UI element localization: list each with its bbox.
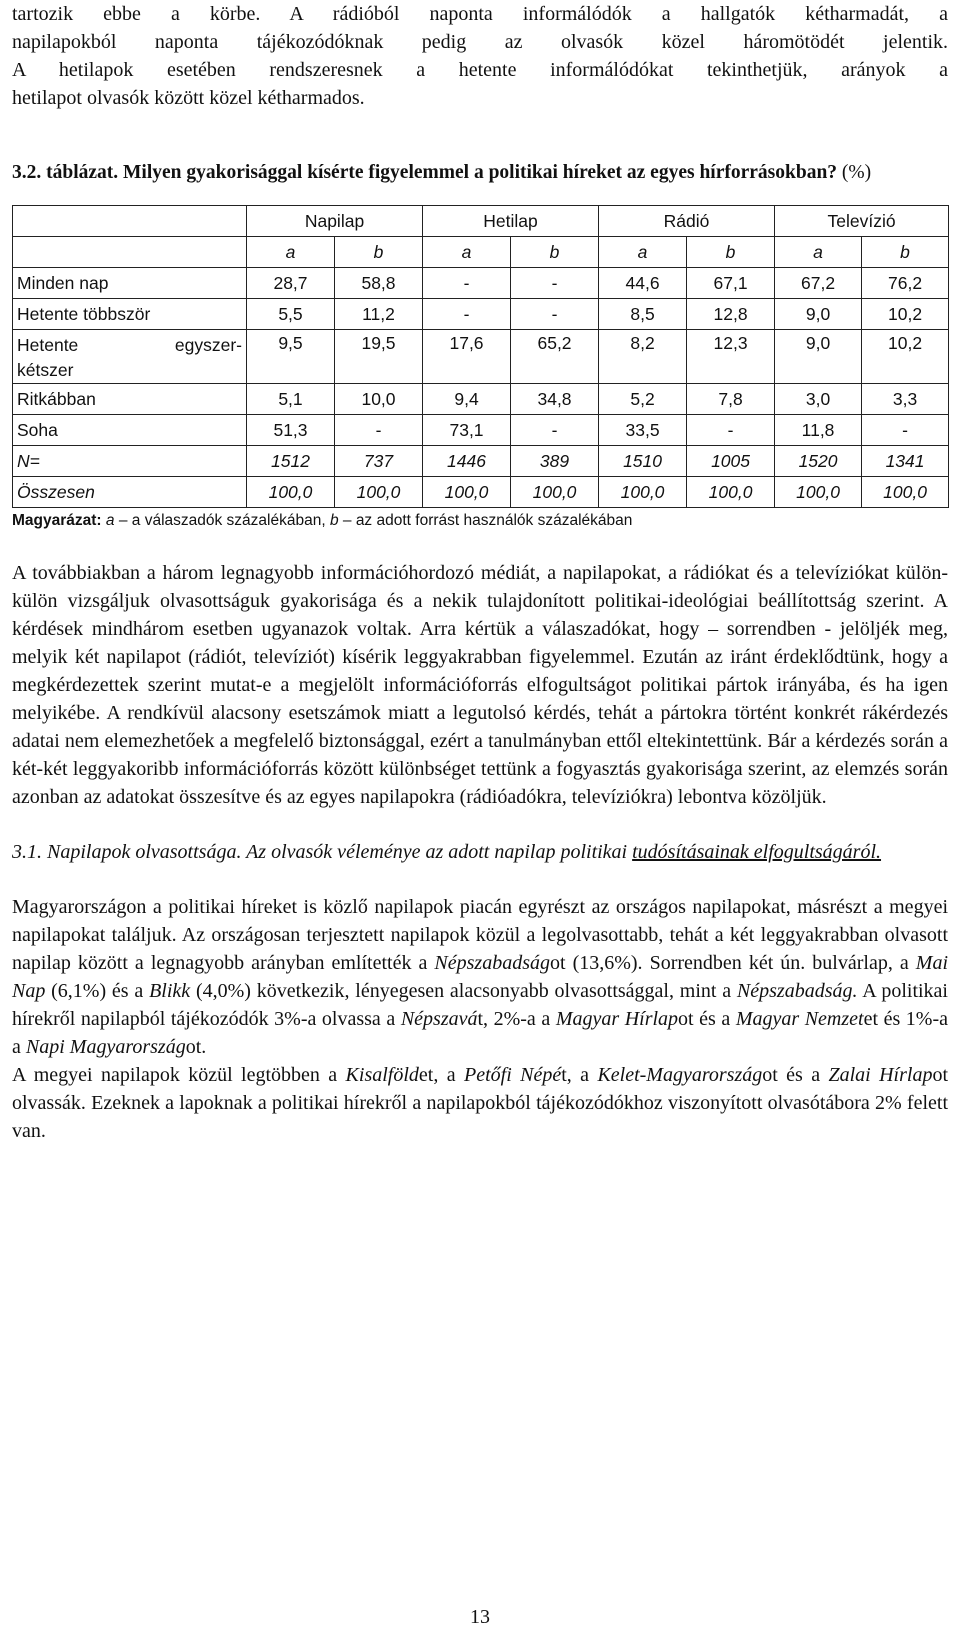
table-cell: 19,5 (335, 330, 423, 384)
table-cell: 67,2 (775, 268, 862, 299)
table-cell: 100,0 (862, 477, 949, 508)
newspaper-title: Magyar Hírlap (555, 1008, 679, 1030)
newspaper-title: Petőfi Népé (463, 1064, 562, 1086)
section-title-1: Napilapok olvasottsága. (47, 841, 242, 863)
body-paragraph (12, 1061, 948, 1145)
table-cell: 8,5 (599, 299, 687, 330)
text-run: ot és a (678, 1008, 736, 1030)
text-run: et, a (418, 1064, 464, 1086)
table-cell: 100,0 (599, 477, 687, 508)
note-a-text: a válaszadók százalékában, (131, 512, 330, 529)
table-row (13, 299, 949, 330)
newspaper-title: Mai Nap (12, 952, 948, 1002)
table-cell: 65,2 (511, 330, 599, 384)
section-title-3: tudósításainak elfogultságáról. (632, 841, 882, 863)
table-caption-unit: (%) (837, 162, 872, 183)
table-cell: 1446 (423, 446, 511, 477)
table-cell: - (511, 415, 599, 446)
table-cell: - (687, 415, 775, 446)
table-cell: 73,1 (423, 415, 511, 446)
header-empty (13, 206, 247, 237)
newspaper-title: Magyar Nemzet (735, 1008, 864, 1030)
header-empty (13, 237, 247, 268)
table-row (13, 330, 949, 384)
row-label: N= (13, 446, 247, 477)
table-cell: - (862, 415, 949, 446)
row-label (13, 330, 247, 384)
table-cell: 11,8 (775, 415, 862, 446)
table-cell: 28,7 (247, 268, 335, 299)
row-label: Minden nap (13, 268, 247, 299)
table-cell: 5,1 (247, 384, 335, 415)
intro-line: tartozik ebbe a körbe. A rádióból naponta informálódók a hallgatók kétharmadát, a (12, 3, 948, 25)
table-cell: 8,2 (599, 330, 687, 384)
table-cell: 389 (511, 446, 599, 477)
header-sub: b (687, 237, 775, 268)
note-label: Magyarázat: (12, 512, 102, 529)
table-cell: 76,2 (862, 268, 949, 299)
row-label: Összesen (13, 477, 247, 508)
table-cell: 9,4 (423, 384, 511, 415)
row-label: Ritkábban (13, 384, 247, 415)
table-cell: 58,8 (335, 268, 423, 299)
body-paragraph (12, 893, 948, 1061)
table-cell: 17,6 (423, 330, 511, 384)
table-cell: 100,0 (423, 477, 511, 508)
text-run: ot (13,6%). Sorrendben két ún. bulvárlap, a (549, 952, 916, 974)
intro-line: hetilapot olvasók között közel kétharmados. (12, 87, 365, 109)
text-run: ot olvassák. Ezeknek a lapoknak a politikai hírekről a napilapokból tájékozódókhoz viszonyított olvasótábora 2% felett van. (12, 1064, 949, 1142)
newspaper-title: Kelet-Magyarország (597, 1064, 763, 1086)
row-label-part: egyszer- (174, 335, 242, 355)
table-cell: 67,1 (687, 268, 775, 299)
table-cell: - (423, 268, 511, 299)
newspaper-title: Népszavá (400, 1008, 478, 1030)
header-sub: a (775, 237, 862, 268)
table-cell: 100,0 (687, 477, 775, 508)
text-run: A megyei napilapok közül legtöbben a (12, 1064, 346, 1086)
table-cell: 11,2 (335, 299, 423, 330)
frequency-table (12, 205, 949, 508)
text-run: ot és a (762, 1064, 829, 1086)
table-cell: - (423, 299, 511, 330)
table-cell: 1341 (862, 446, 949, 477)
header-sub: a (247, 237, 335, 268)
row-label-part: Hetente (17, 335, 79, 355)
note-b-text: az adott forrást használók százalékában (355, 512, 633, 529)
text-run: (4,0%) következik, lényegesen alacsonyabb olvasottsággal, mint a (190, 980, 737, 1002)
header-sub: b (335, 237, 423, 268)
header-sub: b (511, 237, 599, 268)
table-cell: 100,0 (775, 477, 862, 508)
intro-paragraph (12, 0, 948, 112)
table-cell: 51,3 (247, 415, 335, 446)
intro-line: napilapokból naponta tájékozódóknak pedig az olvasók közel háromötödét jelentik. (12, 31, 948, 53)
header-sub: b (862, 237, 949, 268)
table-cell: 10,0 (335, 384, 423, 415)
table-cell: - (511, 299, 599, 330)
table-cell: 100,0 (247, 477, 335, 508)
table-note: Magyarázat: a – a válaszadók százalékában, b – az adott forrást használók százalékában (12, 512, 633, 529)
document-page (12, 0, 948, 1145)
table-cell: 737 (335, 446, 423, 477)
table-cell: - (511, 268, 599, 299)
table-cell: 9,0 (775, 299, 862, 330)
table-cell: 1520 (775, 446, 862, 477)
table-cell: 1512 (247, 446, 335, 477)
text-run: t, 2%-a a (477, 1008, 556, 1030)
row-label: Soha (13, 415, 247, 446)
table-cell: 100,0 (335, 477, 423, 508)
table-row (13, 384, 949, 415)
table-cell: 1005 (687, 446, 775, 477)
header-sub: a (423, 237, 511, 268)
row-label-line1 (17, 333, 242, 358)
row-label-line2: kétszer (17, 360, 74, 380)
table-caption (12, 160, 948, 186)
row-label: Hetente többször (13, 299, 247, 330)
text-run: A politikai hírekről napilapból tájékozódók 3%-a olvassa a (12, 980, 948, 1030)
table-cell: 10,2 (862, 330, 949, 384)
table-cell: 33,5 (599, 415, 687, 446)
table-row (13, 268, 949, 299)
newspaper-title: Népszabadság. (736, 980, 858, 1002)
table-cell: 3,0 (775, 384, 862, 415)
note-b: b (329, 512, 339, 529)
note-a: a (105, 512, 115, 529)
table-cell: 12,8 (687, 299, 775, 330)
table-cell: 7,8 (687, 384, 775, 415)
table-cell: 44,6 (599, 268, 687, 299)
intro-line: A hetilapok esetében rendszeresnek a hetente informálódókat tekinthetjük, arányok a (12, 59, 948, 81)
table-row (13, 446, 949, 477)
text-run: et és 1%-a a (12, 1008, 949, 1058)
text-run: ot. (185, 1036, 207, 1058)
newspaper-title: Kisalföld (345, 1064, 419, 1086)
text-run: (6,1%) és a (45, 980, 150, 1002)
newspaper-title: Népszabadság (434, 952, 550, 974)
table-cell: 5,5 (247, 299, 335, 330)
page-number: 13 (470, 1606, 490, 1628)
text-run: Magyarországon a politikai híreket is közlő napilapok piacán egyrészt az országos napilapokat, másrészt a megyei napilapokat találjuk. Az országosan terjesztett napilapok közül a legolvasottabb, tehát a két leggyakrabban olvasott napilap között a legnagyobb arányban említették a (12, 896, 948, 974)
header-media: Napilap (247, 206, 423, 237)
header-media: Rádió (599, 206, 775, 237)
section-number: 3.1. (12, 841, 47, 863)
table-cell: 34,8 (511, 384, 599, 415)
table-cell: 100,0 (511, 477, 599, 508)
table-cell: 3,3 (862, 384, 949, 415)
table-header-media (13, 206, 949, 237)
table-cell: 5,2 (599, 384, 687, 415)
section-title-2: Az olvasók véleménye az adott napilap politikai (241, 841, 633, 863)
table-cell: 10,2 (862, 299, 949, 330)
newspaper-title: Zalai Hírlap (828, 1064, 933, 1086)
table-row (13, 477, 949, 508)
newspaper-title: Blikk (149, 980, 191, 1002)
header-media: Televízió (775, 206, 949, 237)
newspaper-title: Napi Magyarország (25, 1036, 186, 1058)
text-run: t, a (561, 1064, 598, 1086)
table-header-sub (13, 237, 949, 268)
table-cell: - (335, 415, 423, 446)
table-row (13, 415, 949, 446)
table-cell: 9,5 (247, 330, 335, 384)
header-media: Hetilap (423, 206, 599, 237)
table-cell: 9,0 (775, 330, 862, 384)
body-paragraph: A továbbiakban a három legnagyobb információhordozó médiát, a napilapokat, a rádiókat és a televíziókat külön-külön vizsgáljuk olvasottságuk gyakorisága és a nekik tulajdonított politikai-ideológiai beállítottság szerint. A kérdések mindhárom esetben ugyanazok voltak. Arra kértük a válaszadókat, hogy – sorrendben - jelöljék meg, melyik két napilapot (rádiót, televíziót) kísérik leggyakrabban figyelemmel. Ezután az iránt érdeklődtünk, hogy a megkérdezettek szerint mutat-e a megjelölt információforrás elfogultságot politikai pártok irányába, és ha igen melyikébe. A rendkívül alacsony esetszámok miatt a legutolsó kérdés, tehát a pártokra történt konkrét rákérdezés adatai nem elemezhetőek a megfelelő biztonsággal, ezért a tanulmányban ettől eltekintettünk. Bár a kérdezés során a két-két leggyakoribb információforrás között különbséget tettünk a fogyasztás gyakorisága szerint, az elemzés során azonban az adatokat összesítve és az egyes napilapokra (rádióadókra, televíziókra) lebontva közöljük. (12, 562, 948, 808)
section-heading (12, 838, 948, 866)
table-cell: 12,3 (687, 330, 775, 384)
table-cell: 1510 (599, 446, 687, 477)
table-caption-title: 3.2. táblázat. Milyen gyakorisággal kísérte figyelemmel a politikai híreket az egyes hírforrásokban? (12, 162, 838, 183)
header-sub: a (599, 237, 687, 268)
